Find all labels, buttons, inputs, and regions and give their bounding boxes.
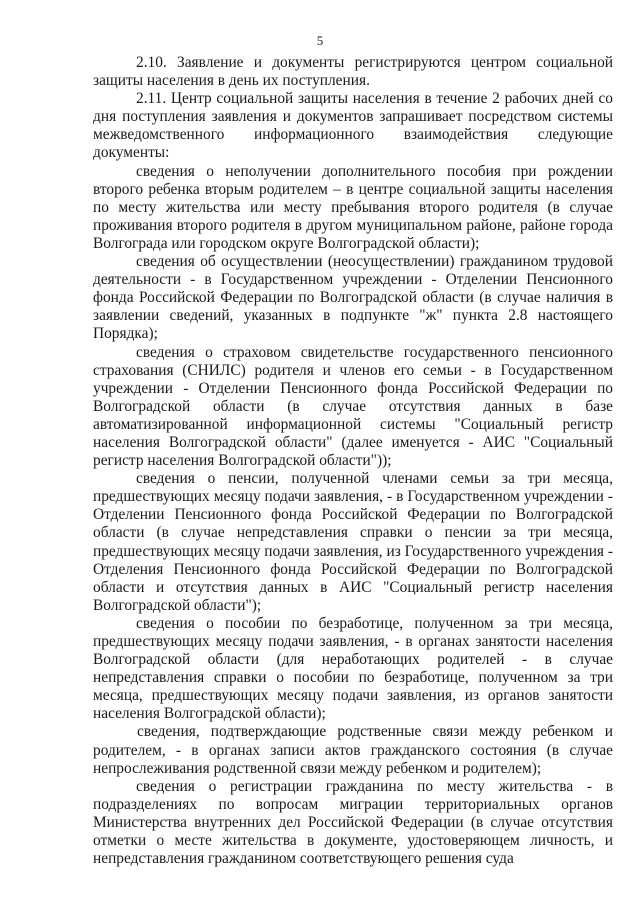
list-item-unemployment-benefit: сведения о пособии по безработице, полученном за три месяца, предшествующих месяцу подачи заявления, - в органах занятости населения Волгоградской области (для неработающих родителей - в случае непредставления справки о пособии по безработице, полученном за три месяца, предшествующих месяцу подачи заявления, из органов занятости населения Волгоградской области);	[93, 614, 613, 723]
list-item-family-ties: сведения, подтверждающие родственные связи между ребенком и родителем, - в органах записи актов гражданского состояния (в случае непрослеживания родственной связи между ребенком и родителем);	[93, 723, 613, 777]
list-item-pension: сведения о пенсии, полученной членами семьи за три месяца, предшествующих месяцу подачи заявления, - в Государственном учреждении - Отделении Пенсионного фонда Российской Федерации по Волгоградской области (в случае непредставления справки о пенсии за три месяца, предшествующих месяцу подачи заявления, из Государственного учреждения - Отделения Пенсионного фонда Российской Федерации по Волгоградской области и отсутствия данных в АИС "Социальный регистр населения Волгоградской области");	[93, 470, 613, 614]
list-item-residence-registration: сведения о регистрации гражданина по месту жительства - в подразделениях по вопросам миграции территориальных органов Министерства внутренних дел Российской Федерации (в случае отсутствия отметки о месте жительства в документе, удостоверяющем личность, и непредставления гражданином соответствующего решения суда	[93, 777, 613, 868]
list-item-second-parent-allowance: сведения о неполучении дополнительного пособия при рождении второго ребенка вторым родителем – в центре социальной защиты населения по месту жительства или месту пребывания второго родителя (в случае проживания второго родителя в другом муниципальном районе, районе города Волгограда или городском округе Волгоградской области);	[93, 162, 613, 252]
paragraph-2-10: 2.10. Заявление и документы регистрируются центром социальной защиты населения в день их поступления.	[93, 54, 613, 90]
document-body	[93, 54, 613, 868]
page-number: 5	[316, 33, 324, 48]
paragraph-2-11: 2.11. Центр социальной защиты населения в течение 2 рабочих дней со дня поступления заявления и документов запрашивает посредством системы межведомственного информационного взаимодействия следующие документы:	[93, 90, 613, 162]
list-item-snils: сведения о страховом свидетельстве государственного пенсионного страхования (СНИЛС) родителя и членов его семьи - в Государственном учреждении - Отделении Пенсионного фонда Российской Федерации по Волгоградской области (в случае отсутствия данных в базе автоматизированной информационной системы "Социальный регистр населения Волгоградской области" (далее именуется - АИС "Социальный регистр населения Волгоградской области"));	[93, 343, 613, 470]
list-item-labor-activity: сведения об осуществлении (неосуществлении) гражданином трудовой деятельности - в Государственном учреждении - Отделении Пенсионного фонда Российской Федерации по Волгоградской области (в случае наличия в заявлении сведений, указанных в подпункте "ж" пункта 2.8 настоящего Порядка);	[93, 253, 613, 343]
